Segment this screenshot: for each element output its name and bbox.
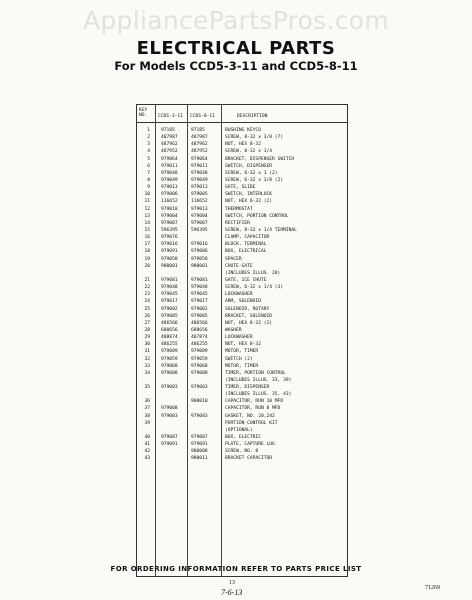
key-cell: 24 [144,299,150,305]
part-number-8-cell: 487874 [191,335,208,341]
description-cell: LOCKWASHER [225,335,253,341]
key-cell: 4 [147,149,150,155]
description-cell: PORTION CONTROL KIT [225,420,278,426]
ordering-note: FOR ORDERING INFORMATION REFER TO PARTS PRICE LIST [110,565,362,573]
part-number-8-cell: 979048 [191,170,208,176]
part-number-3-cell: 487987 [161,135,178,141]
part-number-8-cell: 979004 [191,213,208,219]
description-cell: LOCKWASHER [225,292,253,298]
table-row [137,177,347,184]
description-cell: (OPTIONAL) [225,427,253,433]
description-cell: CAPACITOR, RUN 10 MFD [225,399,284,405]
description-cell: BUSHING KEYCO [225,128,261,133]
part-number-8-cell: 979059 [191,356,208,362]
part-number-3-cell: 979011 [161,163,178,169]
description-cell: MOTOR, TIMER [225,349,259,355]
description-cell: (INCLUDES ILLUS. 35, 43) [225,392,292,398]
part-number-8-cell: 979002 [191,306,208,312]
key-cell: 42 [144,449,150,455]
key-cell: 8 [147,177,150,183]
description-cell: BLOCK, TERMINAL [225,242,267,248]
key-cell: 18 [144,249,150,255]
table-row [137,348,347,355]
description-cell: SCREW, 6-32 x 1/4 (3) [225,285,284,291]
key-cell: 38 [144,413,150,419]
description-cell: (INCLUDES ILLUS. 33, 39) [225,377,292,383]
part-number-3-cell: 979081 [161,277,178,283]
description-cell: THERMOSTAT [225,206,253,212]
part-number-8-cell: 979086 [191,249,208,255]
description-cell: WASHER [225,327,242,333]
table-body [137,127,347,463]
table-row [137,206,347,213]
table-row [137,284,347,291]
description-cell: GATE, ICE CHUTE [225,277,267,283]
table-row [137,391,347,398]
part-number-8-cell: 979016 [191,242,208,248]
part-number-8-cell: 979091 [191,442,208,448]
part-number-3-cell: 488874 [161,335,178,341]
part-number-8-cell: 979005 [191,192,208,198]
page-subtitle: For Models CCD5-3-11 and CCD5-8-11 [114,59,358,73]
description-cell: TIMER, PORTION CONTROL [225,370,286,376]
table-row [137,220,347,227]
key-cell: 13 [144,213,150,219]
description-cell: NUT, HEX 8-32 (2) [225,320,273,326]
description-cell: SWITCH, INTERLOCK [225,192,273,198]
part-number-8-cell: 979083 [191,413,208,419]
key-cell: 33 [144,363,150,369]
key-cell: 10 [144,192,150,198]
description-cell: SWITCH, DISPENSER [225,163,273,169]
key-cell: 25 [144,306,150,312]
part-number-8-cell: 487987 [191,135,208,141]
description-cell: SCREW, 8-32 x 1/4 [225,149,273,155]
part-number-3-cell: 596395 [161,227,178,233]
part-number-3-cell: 486255 [161,342,178,348]
table-row [137,427,347,434]
table-row [137,420,347,427]
table-header [137,105,347,123]
part-number-8-cell: 486566 [191,320,208,326]
description-cell: SCREW, NO. 8 [225,449,259,455]
key-cell: 32 [144,356,150,362]
key-cell: 15 [144,227,150,233]
part-number-3-cell: 979091 [161,249,178,255]
table-row [137,241,347,248]
part-number-8-cell: 116652 [191,199,208,205]
header-key: KEY NO. [139,108,148,118]
part-number-3-cell: 979013 [161,185,178,191]
part-number-8-cell: 979088 [191,370,208,376]
table-row [137,398,347,405]
description-cell: (INCLUDES ILLUS. 28) [225,270,281,276]
part-number-8-cell: 979013 [191,206,208,212]
part-number-8-cell: 979013 [191,185,208,191]
part-number-3-cell: 979008 [161,406,178,412]
table-row [137,248,347,255]
table-row [137,148,347,155]
part-number-8-cell: 596395 [191,227,208,233]
part-number-8-cell: 979081 [191,277,208,283]
part-number-8-cell: 97185 [191,128,205,133]
description-cell: CAPACITOR, RUN 8 MFD [225,406,281,412]
part-number-8-cell: 979048 [191,285,208,291]
table-row [137,306,347,313]
part-number-8-cell: 979011 [191,163,208,169]
key-cell: 11 [144,199,150,205]
part-number-3-cell: 979083 [161,413,178,419]
key-cell: 3 [147,142,150,148]
table-row [137,277,347,284]
part-number-8-cell: 979068 [191,363,208,369]
part-number-3-cell: 979076 [161,235,178,241]
key-cell: 43 [144,456,150,462]
watermark: AppliancePartsPros.com [82,6,390,35]
table-row [137,313,347,320]
part-number-3-cell: 97185 [161,128,175,133]
table-row [137,334,347,341]
table-row [137,198,347,205]
table-row [137,227,347,234]
header-description: DESCRIPTION [237,114,268,119]
part-number-3-cell: 979048 [161,285,178,291]
table-row [137,448,347,455]
page-title: ELECTRICAL PARTS [136,38,336,59]
description-cell: CHUTE-GATE [225,263,253,269]
handwritten-note: 7-6-13 [221,588,243,597]
description-cell: SCREW, 6-32 x 3/8 (2) [225,177,284,183]
part-number-8-cell: 979007 [191,220,208,226]
description-cell: SCREW, 8-32 x 3/8 (7) [225,135,284,141]
part-number-3-cell: 979002 [161,306,178,312]
part-number-3-cell: 979064 [161,156,178,162]
part-number-3-cell: 979089 [161,349,178,355]
part-number-3-cell: 979003 [161,385,178,391]
document-id: 71269 [425,585,440,591]
description-cell: BRACKET, DISPENSER SWITCH [225,156,295,162]
table-row [137,384,347,391]
part-number-3-cell: 979007 [161,220,178,226]
table-row [137,141,347,148]
table-row [137,377,347,384]
key-cell: 22 [144,285,150,291]
part-number-8-cell: 979045 [191,292,208,298]
part-number-8-cell: 487962 [191,142,208,148]
description-cell: SWITCH (2) [225,356,253,362]
table-row [137,320,347,327]
key-cell: 20 [144,263,150,269]
table-row [137,234,347,241]
key-cell: 21 [144,277,150,283]
key-cell: 30 [144,342,150,348]
part-number-8-cell: 979087 [191,435,208,441]
description-cell: MOTOR, TIMER [225,363,259,369]
part-number-8-cell: 979064 [191,156,208,162]
key-cell: 14 [144,220,150,226]
part-number-8-cell: 980011 [191,456,208,462]
key-cell: 6 [147,163,150,169]
key-cell: 23 [144,292,150,298]
part-number-3-cell: 979010 [161,206,178,212]
description-cell: BOX, ELECTRICAL [225,249,267,255]
description-cell: GATE, SLIDE [225,185,256,191]
description-cell: SWITCH, PORTION CONTROL [225,213,289,219]
part-number-3-cell: 486566 [161,320,178,326]
part-number-8-cell: 486255 [191,342,208,348]
part-number-8-cell: 979017 [191,299,208,305]
part-number-3-cell: 979048 [161,170,178,176]
key-cell: 12 [144,206,150,212]
key-cell: 9 [147,185,150,191]
description-cell: SCREW, 8-32 x 1/4 TERMINAL [225,227,297,233]
table-row [137,156,347,163]
table-row [137,163,347,170]
description-cell: BOX, ELECTRIC [225,435,261,441]
description-cell: BRACKET CAPACITOR [225,456,273,462]
table-row [137,370,347,377]
part-number-3-cell: 116652 [161,199,178,205]
part-number-3-cell: 979085 [161,313,178,319]
description-cell: SCREW, 6-32 x 1 (2) [225,170,278,176]
key-cell: 29 [144,335,150,341]
description-cell: PLATE, CAPTURE LUG [225,442,275,448]
table-row [137,363,347,370]
part-number-8-cell: 980010 [191,399,208,405]
key-cell: 37 [144,406,150,412]
part-number-8-cell: 980001 [191,263,208,269]
table-row [137,298,347,305]
table-row [137,341,347,348]
description-cell: SOLENOID, ROTARY [225,306,270,312]
description-cell: GASKET, NO. 20,242 [225,413,275,419]
part-number-8-cell: 979085 [191,313,208,319]
table-row [137,170,347,177]
key-cell: 40 [144,435,150,441]
table-row [137,127,347,134]
table-row [137,263,347,270]
description-cell: SPACER [225,256,242,262]
part-number-3-cell: 979049 [161,177,178,183]
key-cell: 2 [147,135,150,141]
part-number-3-cell: 979006 [161,192,178,198]
part-number-3-cell: 979087 [161,435,178,441]
header-col1: CCDS-3-11 [158,114,183,119]
description-cell: NUT, HEX 8-32 [225,142,261,148]
table-row [137,405,347,412]
part-number-3-cell: 979091 [161,442,178,448]
part-number-8-cell: 980008 [191,449,208,455]
description-cell: TIMER, DISPENSER [225,385,270,391]
key-cell: 1 [147,128,150,133]
part-number-8-cell: 979089 [191,349,208,355]
table-row [137,270,347,277]
part-number-3-cell: 979004 [161,213,178,219]
part-number-3-cell: 688656 [161,327,178,333]
description-cell: RECTIFIER [225,220,250,226]
table-row [137,441,347,448]
part-number-8-cell: 979003 [191,385,208,391]
key-cell: 5 [147,156,150,162]
key-cell: 27 [144,320,150,326]
part-number-8-cell: 979049 [191,177,208,183]
description-cell: NUT, HEX 6-32 (2) [225,199,273,205]
parts-table [136,104,348,577]
part-number-3-cell: 979016 [161,242,178,248]
table-row [137,191,347,198]
table-row [137,184,347,191]
part-number-8-cell: 979058 [191,256,208,262]
table-row [137,434,347,441]
key-cell: 17 [144,242,150,248]
description-cell: CLAMP, CAPACITOR [225,235,270,241]
part-number-3-cell: 979068 [161,363,178,369]
key-cell: 36 [144,399,150,405]
part-number-3-cell: 487952 [161,149,178,155]
part-number-3-cell: 979059 [161,356,178,362]
part-number-8-cell: 487952 [191,149,208,155]
table-row [137,455,347,462]
table-row [137,134,347,141]
table-row [137,413,347,420]
key-cell: 28 [144,327,150,333]
part-number-3-cell: 487962 [161,142,178,148]
key-cell: 41 [144,442,150,448]
table-row [137,256,347,263]
page-number: 13 [229,580,235,586]
part-number-3-cell: 979088 [161,370,178,376]
table-row [137,327,347,334]
table-row [137,356,347,363]
key-cell: 19 [144,256,150,262]
part-number-3-cell: 980001 [161,263,178,269]
key-cell: 31 [144,349,150,355]
table-row [137,213,347,220]
part-number-8-cell: 688656 [191,327,208,333]
key-cell: 39 [144,420,150,426]
part-number-3-cell: 979017 [161,299,178,305]
description-cell: BRACKET, SOLENOID [225,313,273,319]
part-number-3-cell: 979045 [161,292,178,298]
key-cell: 7 [147,170,150,176]
description-cell: NUT, HEX 8-32 [225,342,261,348]
key-cell: 16 [144,235,150,241]
part-number-3-cell: 979058 [161,256,178,262]
header-col2: CCDS-8-11 [190,114,215,119]
key-cell: 34 [144,370,150,376]
key-cell: 35 [144,385,150,391]
key-cell: 26 [144,313,150,319]
description-cell: ARM, SOLENOID [225,299,261,305]
table-row [137,291,347,298]
